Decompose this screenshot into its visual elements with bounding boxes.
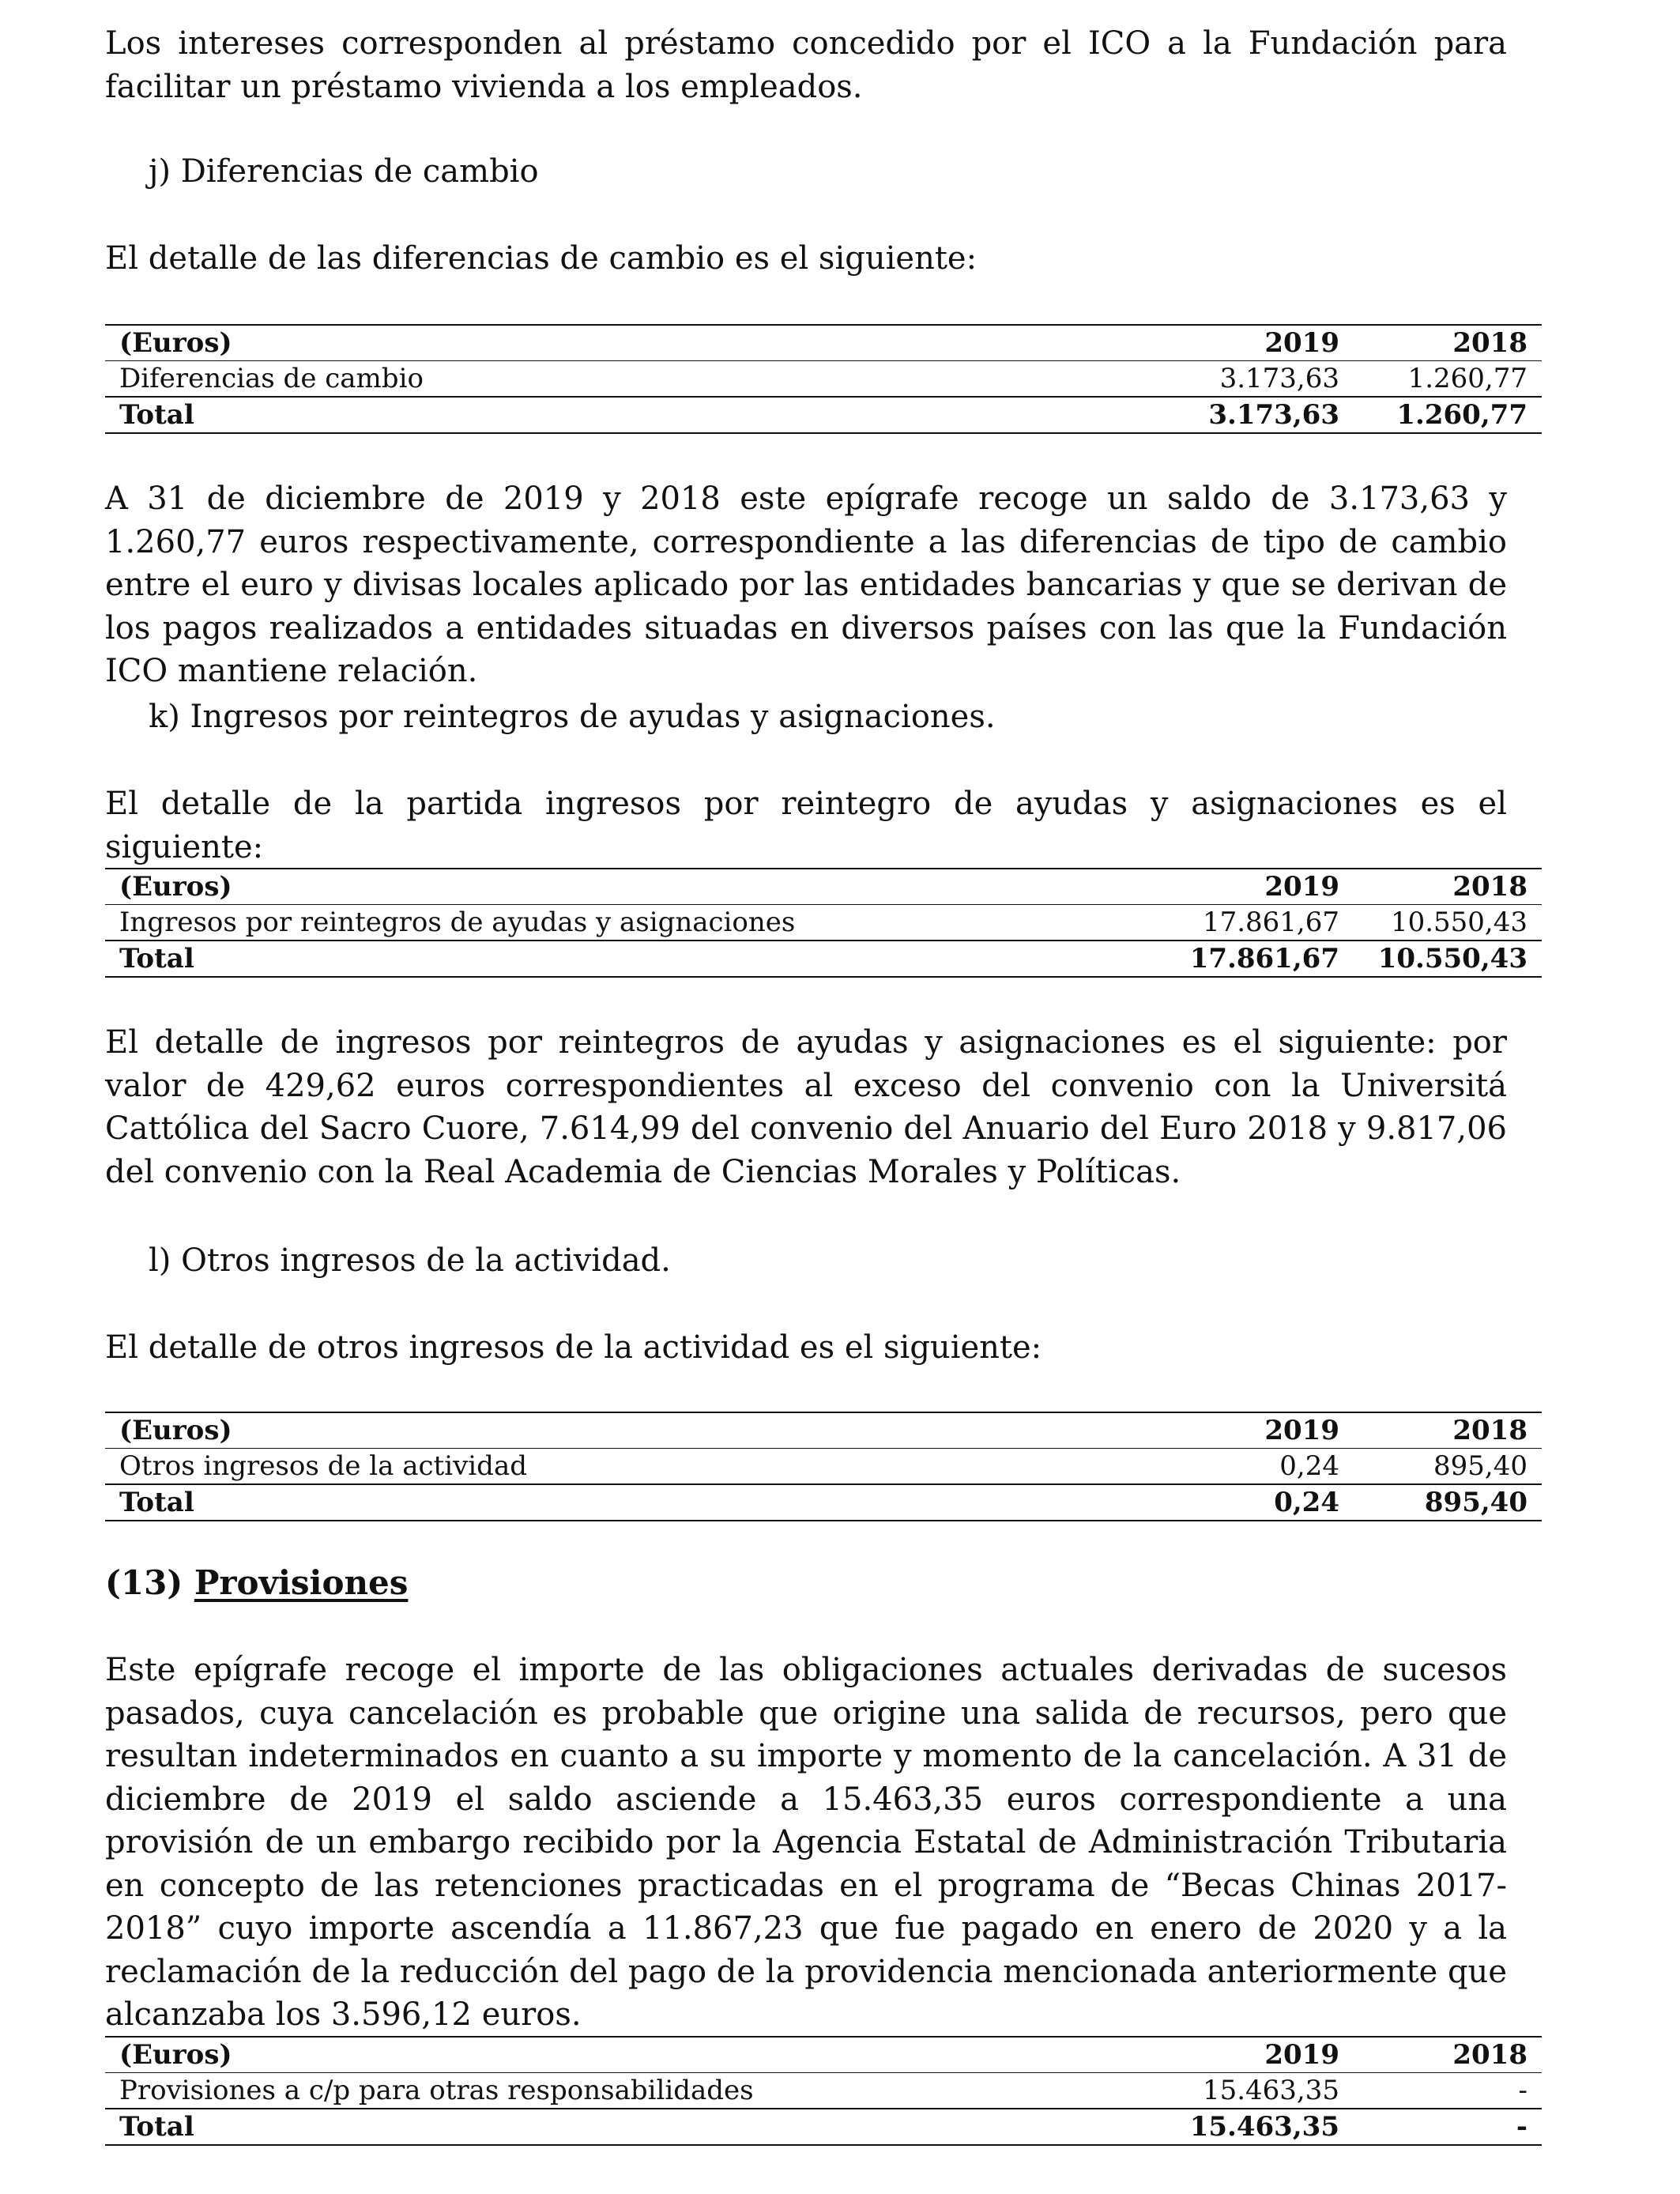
section-13-paragraph: Este epígrafe recoge el importe de las obligaciones actuales derivadas de sucesos pasados, cuya cancelación es probable que origine una salida de recursos, pero que resultan indeterminados en cuanto a su importe y momento de la cancelación. A 31 de diciembre de 2019 el saldo asciende a 15.463,35 euros correspondiente a una provisión de un embargo recibido por la Agencia Estatal de Administración Tributaria en concepto de las retenciones practicadas en el programa de “Becas Chinas 2017-2018” cuyo importe ascendía a 11.867,23 que fue pagado en enero de 2020 y a la reclamación de la reducción del pago de la providencia mencionada anteriormente que alcanzaba los 3.596,12 euros. (105, 1652, 1507, 2033)
section-l-heading: l) Otros ingresos de la actividad. (149, 1242, 671, 1279)
table-total-2019: 17.861,67 (1167, 941, 1339, 977)
table-row-2019: 15.463,35 (1202, 2075, 1339, 2106)
table-row-2019: 17.861,67 (1202, 907, 1339, 938)
section-j-paragraph: A 31 de diciembre de 2019 y 2018 este epígrafe recoge un saldo de 3.173,63 y 1.260,77 euros respectivamente, correspondiente a las diferencias de tipo de cambio entre el euro y divisas locales aplicado por las entidades bancarias y que se derivan de los pagos realizados a entidades situadas en diversos países con las que la Fundación ICO mantiene relación. (105, 481, 1507, 689)
section-k-paragraph: El detalle de ingresos por reintegros de ayudas y asignaciones es el siguiente: por valor de 429,62 euros correspondientes al exceso del convenio con la Universitá Cattólica del Sacro Cuore, 7.614,99 del convenio del Anuario del Euro 2018 y 9.817,06 del convenio con la Real Academia de Ciencias Morales y Políticas. (105, 1024, 1507, 1190)
table-header-units: (Euros) (105, 2037, 1167, 2073)
table-provisiones (105, 2036, 1542, 2146)
table-header-row (105, 1412, 1542, 1449)
table-header-row (105, 325, 1542, 361)
table-row (105, 905, 1542, 941)
table-header-2018: 2018 (1339, 869, 1542, 905)
table-row (105, 361, 1542, 398)
table-total-2018: - (1339, 2109, 1542, 2145)
table-otros-ingresos (105, 1412, 1542, 1521)
table-row-2018: 1.260,77 (1407, 363, 1527, 394)
table-row-label: Diferencias de cambio (119, 363, 424, 394)
table-header-2019: 2019 (1167, 1412, 1339, 1449)
table-header-2019: 2019 (1167, 325, 1339, 361)
intro-paragraph: Los intereses corresponden al préstamo concedido por el ICO a la Fundación para facilitar un préstamo vivienda a los empleados. (105, 25, 1507, 105)
section-k-heading: k) Ingresos por reintegros de ayudas y asignaciones. (149, 699, 996, 735)
table-header-2018: 2018 (1339, 1412, 1542, 1449)
table-row-2018: - (1518, 2075, 1527, 2106)
section-l-lead: El detalle de otros ingresos de la actividad es el siguiente: (105, 1329, 1042, 1366)
table-row (105, 2073, 1542, 2109)
table-total-row (105, 941, 1542, 977)
table-row-label: Otros ingresos de la actividad (119, 1450, 527, 1482)
section-13-heading (105, 1562, 408, 1604)
table-total-label: Total (105, 397, 1167, 433)
table-diferencias-cambio (105, 324, 1542, 434)
table-total-label: Total (105, 1484, 1167, 1521)
table-header-2018: 2018 (1339, 325, 1542, 361)
table-total-2018: 10.550,43 (1339, 941, 1542, 977)
table-row-label: Provisiones a c/p para otras responsabilidades (119, 2075, 754, 2106)
table-row-2018: 895,40 (1433, 1450, 1527, 1482)
table-row (105, 1449, 1542, 1485)
table-header-row (105, 869, 1542, 905)
table-row-2018: 10.550,43 (1390, 907, 1527, 938)
table-reintegros (105, 868, 1542, 978)
section-13-title: Provisiones (194, 1563, 409, 1602)
table-header-row (105, 2037, 1542, 2073)
table-total-label: Total (105, 2109, 1167, 2145)
table-total-label: Total (105, 941, 1167, 977)
section-j-heading: j) Diferencias de cambio (149, 153, 539, 190)
table-total-2019: 3.173,63 (1167, 397, 1339, 433)
table-total-2019: 0,24 (1167, 1484, 1339, 1521)
table-header-2018: 2018 (1339, 2037, 1542, 2073)
table-header-units: (Euros) (105, 869, 1167, 905)
table-total-row (105, 397, 1542, 433)
table-header-2019: 2019 (1167, 2037, 1339, 2073)
table-header-units: (Euros) (105, 325, 1167, 361)
table-total-2019: 15.463,35 (1167, 2109, 1339, 2145)
table-header-2019: 2019 (1167, 869, 1339, 905)
table-total-2018: 1.260,77 (1339, 397, 1542, 433)
table-total-2018: 895,40 (1339, 1484, 1542, 1521)
table-row-2019: 0,24 (1279, 1450, 1339, 1482)
table-row-2019: 3.173,63 (1219, 363, 1339, 394)
table-total-row (105, 1484, 1542, 1521)
table-row-label: Ingresos por reintegros de ayudas y asignaciones (119, 907, 796, 938)
table-header-units: (Euros) (105, 1412, 1167, 1449)
table-total-row (105, 2109, 1542, 2145)
section-j-lead: El detalle de las diferencias de cambio es el siguiente: (105, 240, 977, 277)
section-k-lead: El detalle de la partida ingresos por reintegro de ayudas y asignaciones es el siguiente: (105, 786, 1507, 865)
section-13-number: (13) (105, 1563, 183, 1602)
